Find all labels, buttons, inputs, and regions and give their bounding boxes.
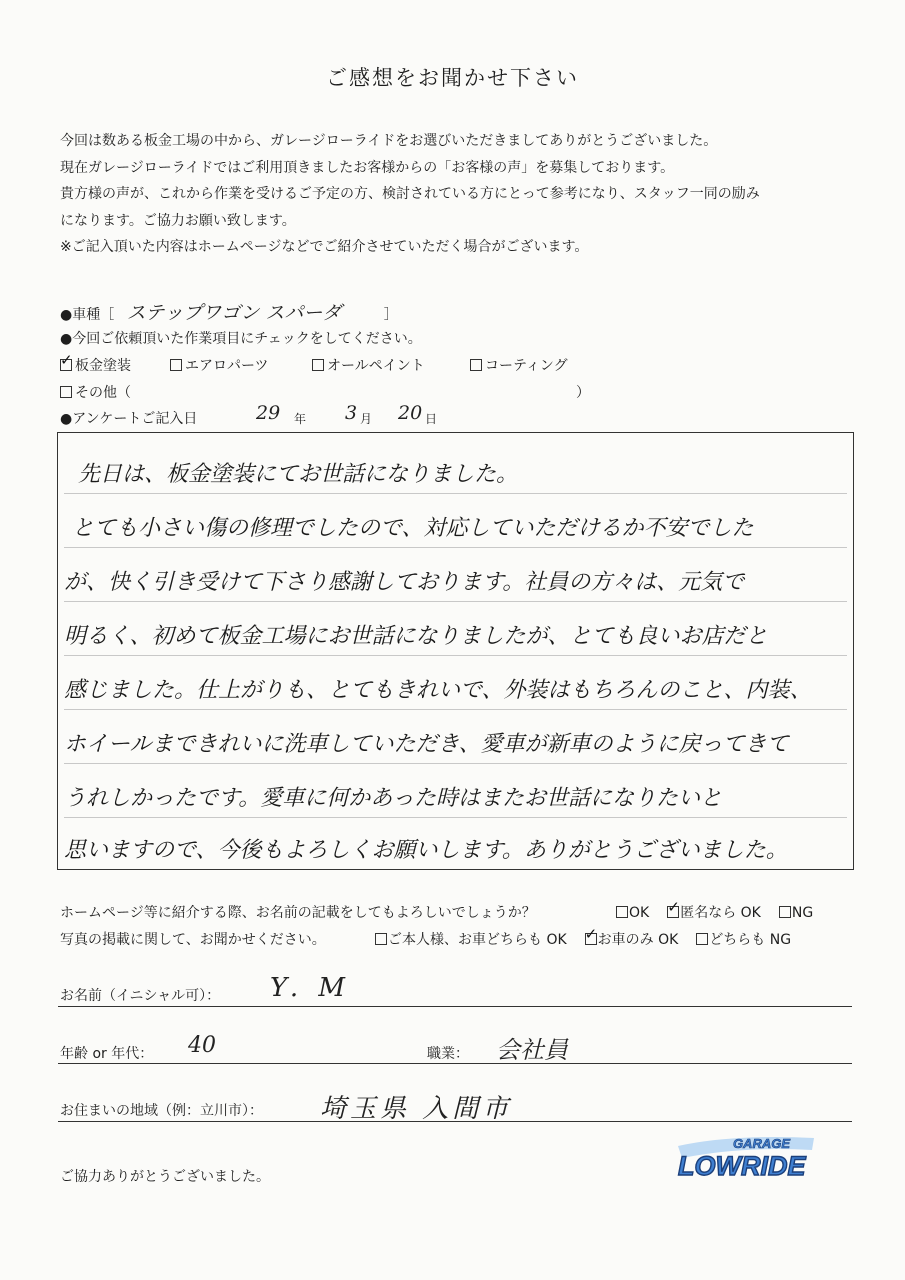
checkbox[interactable]: [616, 906, 628, 918]
checkbox[interactable]: [779, 906, 791, 918]
month-unit: 月: [360, 412, 373, 426]
job-value[interactable]: 会社員: [496, 1036, 568, 1064]
work-option-3[interactable]: [312, 355, 425, 375]
garage-lowride-logo: [672, 1128, 822, 1186]
work-prompt: ●今回ご依頼頂いた作業項目にチェックをしてください。: [60, 331, 422, 347]
ruled-line: [64, 601, 847, 602]
option-label: NG: [791, 905, 814, 921]
option-label: 匿名なら OK: [680, 905, 761, 921]
option-label: ご本人様、お車どちらも OK: [388, 932, 567, 948]
date-month[interactable]: 3: [345, 402, 358, 424]
other-row[interactable]: [60, 382, 131, 402]
year-unit: 年: [294, 412, 307, 426]
comment-line: 先日は、板金塗装にてお世話になりました。: [78, 462, 519, 487]
date-day[interactable]: 20: [398, 402, 423, 424]
comment-box[interactable]: [57, 432, 854, 870]
checkbox[interactable]: [470, 359, 482, 371]
comment-line: ホイールまできれいに洗車していただき、愛車が新車のように戻ってきて: [64, 732, 789, 757]
comment-line: 思いますので、今後もよろしくお願いします。ありがとうございました。: [64, 838, 788, 863]
logo-main-text: LOWRIDE: [678, 1151, 806, 1181]
consent-option-ok[interactable]: [616, 905, 649, 921]
photo-consent-options: [375, 925, 792, 949]
checkbox[interactable]: [584, 925, 598, 945]
intro-line: 貴方様の声が、これから作業を受けるご予定の方、検討されている方にとって参考になり、スタッフ一同の励み: [60, 186, 760, 202]
work-option-2[interactable]: [170, 355, 268, 375]
ruled-line: [64, 763, 847, 764]
comment-line: とても小さい傷の修理でしたので、対応していただけるか不安でした: [72, 516, 754, 541]
ruled-line: [64, 547, 847, 548]
work-option-label: オールペイント: [327, 358, 425, 374]
ruled-line: [64, 709, 847, 710]
comment-line: 明るく、初めて板金工場にお世話になりましたが、とても良いお店だと: [64, 624, 768, 649]
logo-top-text: GARAGE: [732, 1136, 790, 1151]
intro-line: ※ご記入頂いた内容はホームページなどでご紹介させていただく場合がございます。: [60, 239, 589, 255]
checkbox[interactable]: [60, 351, 73, 371]
job-label: 職業：: [427, 1046, 469, 1062]
checkbox[interactable]: [312, 359, 324, 371]
work-option-label: コーティング: [485, 358, 568, 374]
area-value[interactable]: 埼玉県 入間市: [320, 1094, 513, 1124]
comment-line: 感じました。仕上がりも、とてもきれいで、外装はもちろんのこと、内装、: [64, 678, 812, 703]
closing-text: ご協力ありがとうございました。: [60, 1169, 270, 1185]
checkbox[interactable]: [170, 359, 182, 371]
age-job-underline: [58, 1063, 852, 1064]
ruled-line: [64, 655, 847, 656]
option-label: OK: [629, 905, 650, 921]
photo-consent-question: 写真の掲載に関して、お聞かせください。: [60, 932, 326, 948]
area-label: お住まいの地域（例：立川市）：: [60, 1103, 263, 1119]
consent-option-ng[interactable]: [779, 905, 813, 921]
work-option-4[interactable]: [470, 355, 568, 375]
name-consent-options: [616, 898, 814, 922]
name-label: お名前（イニシャル可）：: [60, 988, 221, 1004]
logo-graphic: [672, 1128, 822, 1186]
other-label: その他（: [75, 385, 131, 401]
intro-text: [60, 128, 860, 261]
photo-option-car-only[interactable]: [584, 925, 679, 948]
name-consent-question: ホームページ等に紹介する際、お名前の記載をしてもよろしいでしょうか？: [60, 905, 536, 921]
age-value[interactable]: 40: [188, 1033, 216, 1058]
age-label: 年齢 or 年代：: [60, 1046, 154, 1062]
ruled-line: [64, 493, 847, 494]
date-label: ●アンケートご記入日: [60, 411, 198, 427]
check-mark-icon: ✓: [60, 351, 73, 369]
check-mark-icon: ✓: [667, 898, 680, 916]
intro-line: 今回は数ある板金工場の中から、ガレージローライドをお選びいただきましてありがとうございました。: [60, 133, 718, 149]
checkbox[interactable]: [696, 933, 708, 945]
photo-option-both[interactable]: [375, 932, 567, 948]
name-underline: [58, 1006, 852, 1007]
work-option-label: 板金塗装: [75, 358, 131, 374]
consent-option-anonymous[interactable]: [667, 898, 761, 921]
date-year[interactable]: 29: [256, 402, 281, 424]
checkbox[interactable]: [60, 386, 72, 398]
vehicle-value[interactable]: ステップワゴン スパーダ: [126, 302, 342, 324]
option-label: お車のみ OK: [597, 932, 679, 948]
vehicle-close: ］: [383, 307, 398, 323]
ruled-line: [64, 817, 847, 818]
comment-line: が、快く引き受けて下さり感謝しております。社員の方々は、元気で: [64, 570, 745, 595]
vehicle-row: [60, 298, 398, 325]
day-unit: 日: [425, 412, 438, 426]
intro-line: 現在ガレージローライドではご利用頂きましたお客様からの「お客様の声」を募集しております。: [60, 159, 675, 176]
work-option-1[interactable]: [60, 351, 131, 375]
vehicle-label: ●車種［: [60, 307, 115, 323]
page-title: ご感想をお聞かせ下さい: [326, 66, 579, 90]
check-mark-icon: ✓: [584, 925, 598, 943]
option-label: どちらも NG: [709, 932, 792, 948]
checkbox[interactable]: [667, 898, 680, 918]
intro-line: になります。ご協力お願い致します。: [60, 212, 296, 229]
other-close: ）: [576, 385, 590, 401]
name-value[interactable]: Y. M: [270, 973, 351, 1003]
checkbox[interactable]: [375, 933, 387, 945]
comment-line: うれしかったです。愛車に何かあった時はまたお世話になりたいと: [64, 786, 723, 811]
area-underline: [58, 1121, 852, 1122]
photo-option-none[interactable]: [696, 932, 791, 948]
work-option-label: エアロパーツ: [185, 358, 269, 374]
